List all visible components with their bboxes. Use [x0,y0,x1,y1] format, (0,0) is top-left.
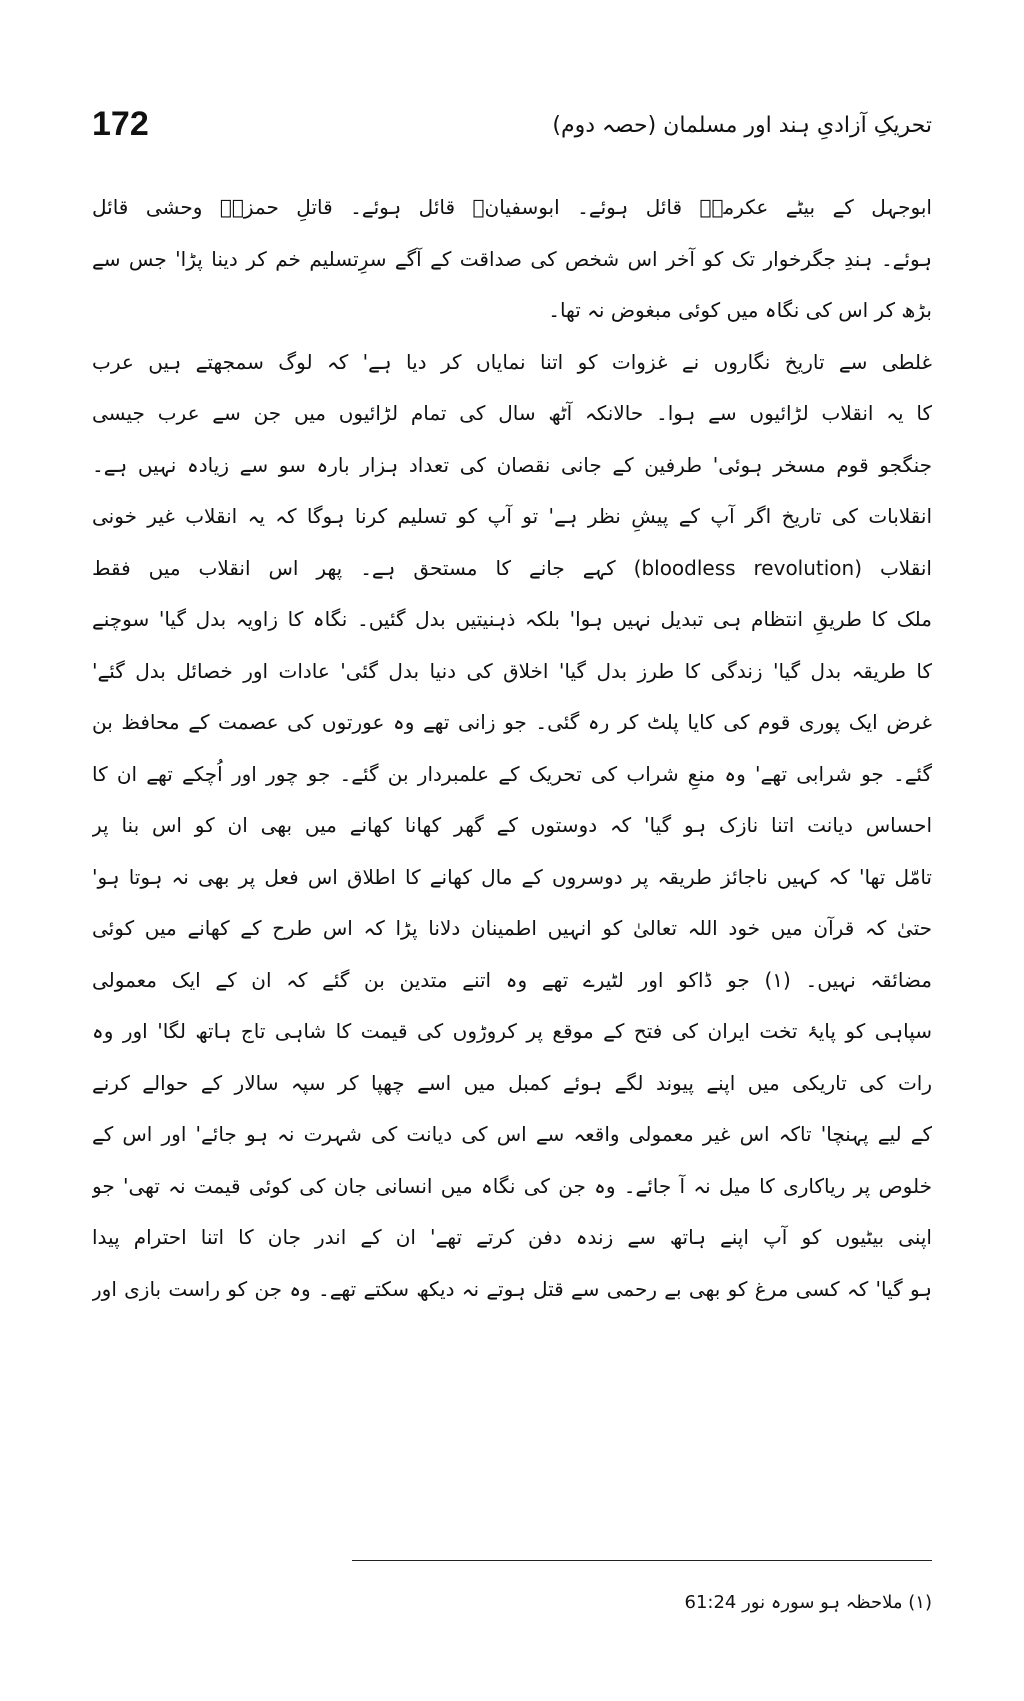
text-line: ملک کا طریقِ انتظام ہی تبدیل نہیں ہوا' بلکہ ذہنیتیں بدل گئیں۔ نگاہ کا زاویہ بدل گیا' سوچنے [92,607,932,631]
text-line: احساس دیانت اتنا نازک ہو گیا' کہ دوستوں کے گھر کھانا کھانے میں بھی ان کو اس بنا پر [92,813,932,837]
running-title: تحریکِ آزادیِ ہند اور مسلمان (حصہ دوم) [552,113,932,138]
text-line: ہو گیا' کہ کسی مرغ کو بھی بے رحمی سے قتل ہوتے نہ دیکھ سکتے تھے۔ وہ جن کو راست بازی اور [92,1276,932,1301]
text-line: ابوجہل کے بیٹے عکرمہؓ قائل ہوئے۔ ابوسفیانؓ قائل ہوئے۔ قاتلِ حمزہؓ وحشی قائل [92,195,932,219]
page-number: 172 [92,105,149,143]
text-line: حتیٰ کہ قرآن میں خود اللہ تعالیٰ کو انہیں اطمینان دلانا پڑا کہ اس طرح کے کھانے میں کوئی [92,916,932,940]
footnote: (۱) ملاحظہ ہو سورہ نور 61:24 [684,1592,932,1613]
text-line: کے لیے پہنچا' تاکہ اس غیر معمولی واقعہ سے اس کی دیانت کی شہرت نہ ہو جائے' اور اس کے [92,1122,932,1146]
footnote-divider [352,1560,932,1561]
text-line: کا طریقہ بدل گیا' زندگی کا طرز بدل گیا' اخلاق کی دنیا بدل گئی' عادات اور خصائل بدل گئے' [92,658,932,683]
text-line: انقلابات کی تاریخ اگر آپ کے پیشِ نظر ہے' تو آپ کو تسلیم کرنا ہوگا کہ یہ انقلاب غیر خونی [92,504,932,528]
text-line: بڑھ کر اس کی نگاہ میں کوئی مبغوض نہ تھا۔ [548,298,932,322]
text-line: جنگجو قوم مسخر ہوئی' طرفین کے جانی نقصان کی تعداد ہزار بارہ سو سے زیادہ نہیں ہے۔ [92,452,932,477]
text-line: خلوص پر ریاکاری کا میل نہ آ جائے۔ وہ جن کی نگاہ میں انسانی جان کی کوئی قیمت نہ تھی' جو [92,1173,932,1198]
text-line: ہوئے۔ ہندِ جگرخوار تک کو آخر اس شخص کی صداقت کے آگے سرِتسلیم خم کر دینا پڑا' جس سے [92,246,932,271]
text-line: رات کی تاریکی میں اپنے پیوند لگے ہوئے کمبل میں اسے چھپا کر سپہ سالار کے حوالے کرنے [92,1070,932,1095]
text-line: گئے۔ جو شرابی تھے' وہ منعِ شراب کی تحریک کے علمبردار بن گئے۔ جو چور اور اُچکے تھے ان کا [92,761,932,786]
text-line: غلطی سے تاریخ نگاروں نے غزوات کو اتنا نمایاں کر دیا ہے' کہ لوگ سمجھتے ہیں عرب [92,349,932,374]
text-line: تامّل تھا' کہ کہیں ناجائز طریقہ پر دوسروں کے مال کھانے کا اطلاق اس فعل پر بھی نہ ہوتا ہو' [92,864,932,889]
text-line: سپاہی کو پایۂ تخت ایران کی فتح کے موقع پر کروڑوں کی قیمت کا شاہی تاج ہاتھ لگا' اور وہ [92,1019,932,1043]
text-line: انقلاب (bloodless revolution) کہے جانے کا مستحق ہے۔ پھر اس انقلاب میں فقط [92,555,932,580]
text-line: کا یہ انقلاب لڑائیوں سے ہوا۔ حالانکہ آٹھ سال کی تمام لڑائیوں میں جن سے عرب جیسی [92,401,932,425]
text-line: مضائقہ نہیں۔ (۱) جو ڈاکو اور لٹیرے تھے وہ اتنے متدین بن گئے کہ ان کے ایک معمولی [92,967,932,992]
text-line: غرض ایک پوری قوم کی کایا پلٹ کر رہ گئی۔ جو زانی تھے وہ عورتوں کی عصمت کے محافظ بن [92,710,932,734]
text-line: اپنی بیٹیوں کو آپ اپنے ہاتھ سے زندہ دفن کرتے تھے' ان کے اندر جان کا اتنا احترام پیدا [92,1225,932,1249]
body-text [92,182,932,1315]
